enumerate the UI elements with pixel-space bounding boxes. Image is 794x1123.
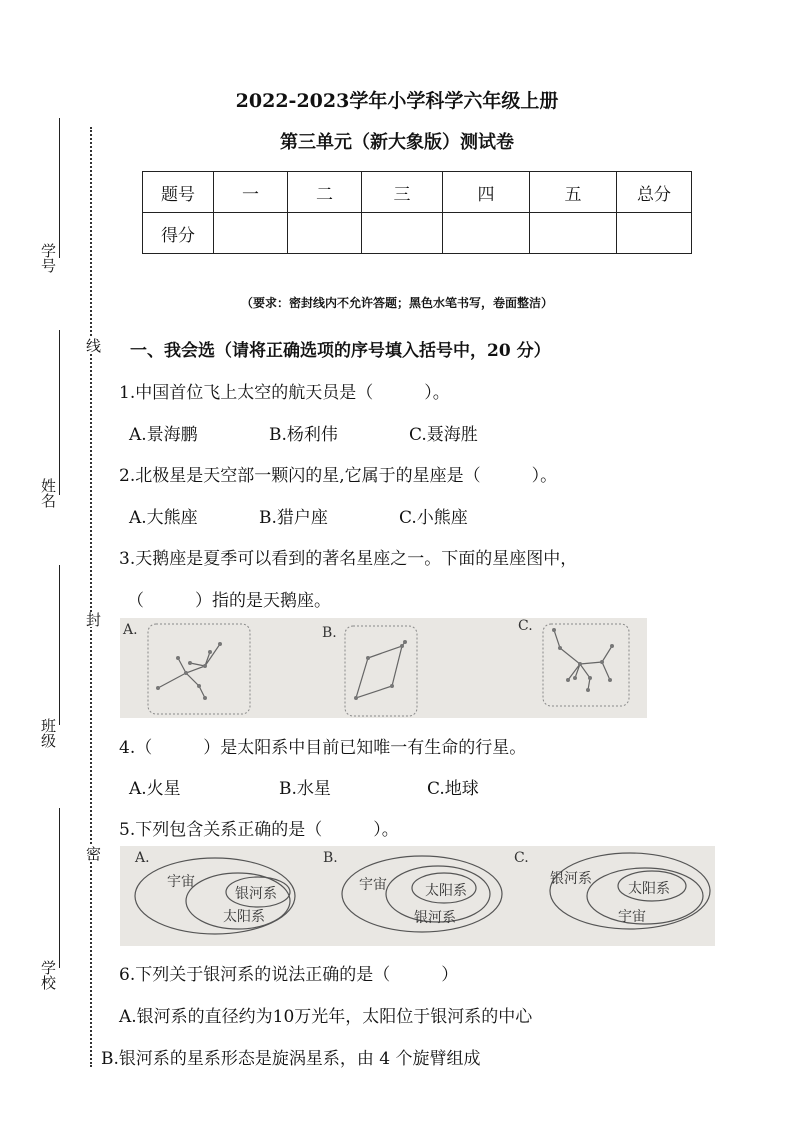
table-cell: 四 [443,172,530,213]
question-3-line2: （ ）指的是天鹅座。 [127,591,331,611]
diagram-b-inner: 太阳系 [425,883,467,899]
school-line [59,808,60,968]
name-line [59,330,60,495]
question-1: 1.中国首位飞上太空的航天员是（ ）。 [119,383,450,403]
score-cell[interactable] [214,213,288,254]
question-3-line1: 3.天鹅座是夏季可以看到的著名星座之一。下面的星座图中， [119,549,578,569]
seal-char-line: 线 [84,338,102,353]
figure-label-a: A. [123,622,138,638]
q1-option-c[interactable]: C.聂海胜 [409,425,478,445]
diagram-label-a: A. [135,850,150,866]
q1-option-a[interactable]: A.景海鹏 [129,425,198,445]
score-cell[interactable] [443,213,530,254]
exam-title: 2022-2023学年小学科学六年级上册 [235,90,559,112]
score-cell[interactable] [362,213,443,254]
q4-option-a[interactable]: A.火星 [129,779,181,799]
table-cell: 一 [214,172,288,213]
diagram-b-outer: 宇宙 [359,877,387,893]
seal-char-secret: 密 [84,846,102,861]
name-label: 姓名 [39,478,57,508]
diagram-a-inner: 太阳系 [223,909,265,925]
q6-option-b[interactable]: B.银河系的星系形态是旋涡星系，由 4 个旋臂组成 [101,1049,481,1069]
q6-option-a[interactable]: A.银河系的直径约为10万光年，太阳位于银河系的中心 [119,1007,533,1027]
question-6: 6.下列关于银河系的说法正确的是（ ） [119,965,459,985]
inclusion-diagram-figure [120,846,715,946]
question-2: 2.北极星是天空部一颗闪的星,它属于的星座是（ ）。 [119,466,558,486]
q4-option-c[interactable]: C.地球 [427,779,479,799]
score-cell[interactable] [617,213,692,254]
score-table-header-row [143,172,692,213]
diagram-a-outer: 宇宙 [167,874,195,890]
figure-label-b: B. [322,625,337,641]
q2-option-a[interactable]: A.大熊座 [129,508,198,528]
seal-char-seal: 封 [84,612,102,627]
student-id-line [59,118,60,258]
diagram-label-c: C. [514,850,529,866]
section-heading: 一、我会选（请将正确选项的序号填入括号中，20 分） [130,341,551,361]
q2-option-c[interactable]: C.小熊座 [399,508,468,528]
question-5: 5.下列包含关系正确的是（ ）。 [119,820,399,840]
school-label: 学校 [39,960,57,990]
diagram-c-inner: 太阳系 [628,881,670,897]
class-label: 班级 [39,718,57,748]
diagram-a-middle: 银河系 [235,886,277,902]
seal-dotted-line [90,127,92,1067]
exam-instructions: （要求：密封线内不允许答题；黑色水笔书写，卷面整洁） [240,296,553,310]
diagram-c-outer: 银河系 [550,871,592,887]
diagram-c-middle: 宇宙 [618,909,646,925]
q1-option-b[interactable]: B.杨利伟 [269,425,338,445]
q2-option-b[interactable]: B.猎户座 [259,508,328,528]
score-table-score-row [143,213,692,254]
score-cell[interactable] [530,213,617,254]
score-table [142,171,692,254]
student-id-label: 学号 [39,243,57,273]
table-cell: 三 [362,172,443,213]
table-cell: 二 [288,172,362,213]
diagram-b-middle: 银河系 [414,910,456,926]
diagram-label-b: B. [323,850,338,866]
figure-label-c: C. [518,618,533,634]
constellation-figure [120,618,647,718]
table-cell: 总分 [617,172,692,213]
exam-subtitle: 第三单元（新大象版）测试卷 [280,132,514,153]
table-cell: 五 [530,172,617,213]
table-cell: 得分 [143,213,214,254]
table-cell: 题号 [143,172,214,213]
question-4: 4.（ ）是太阳系中目前已知唯一有生命的行星。 [119,738,527,758]
class-line [59,565,60,725]
q4-option-b[interactable]: B.水星 [279,779,331,799]
score-cell[interactable] [288,213,362,254]
